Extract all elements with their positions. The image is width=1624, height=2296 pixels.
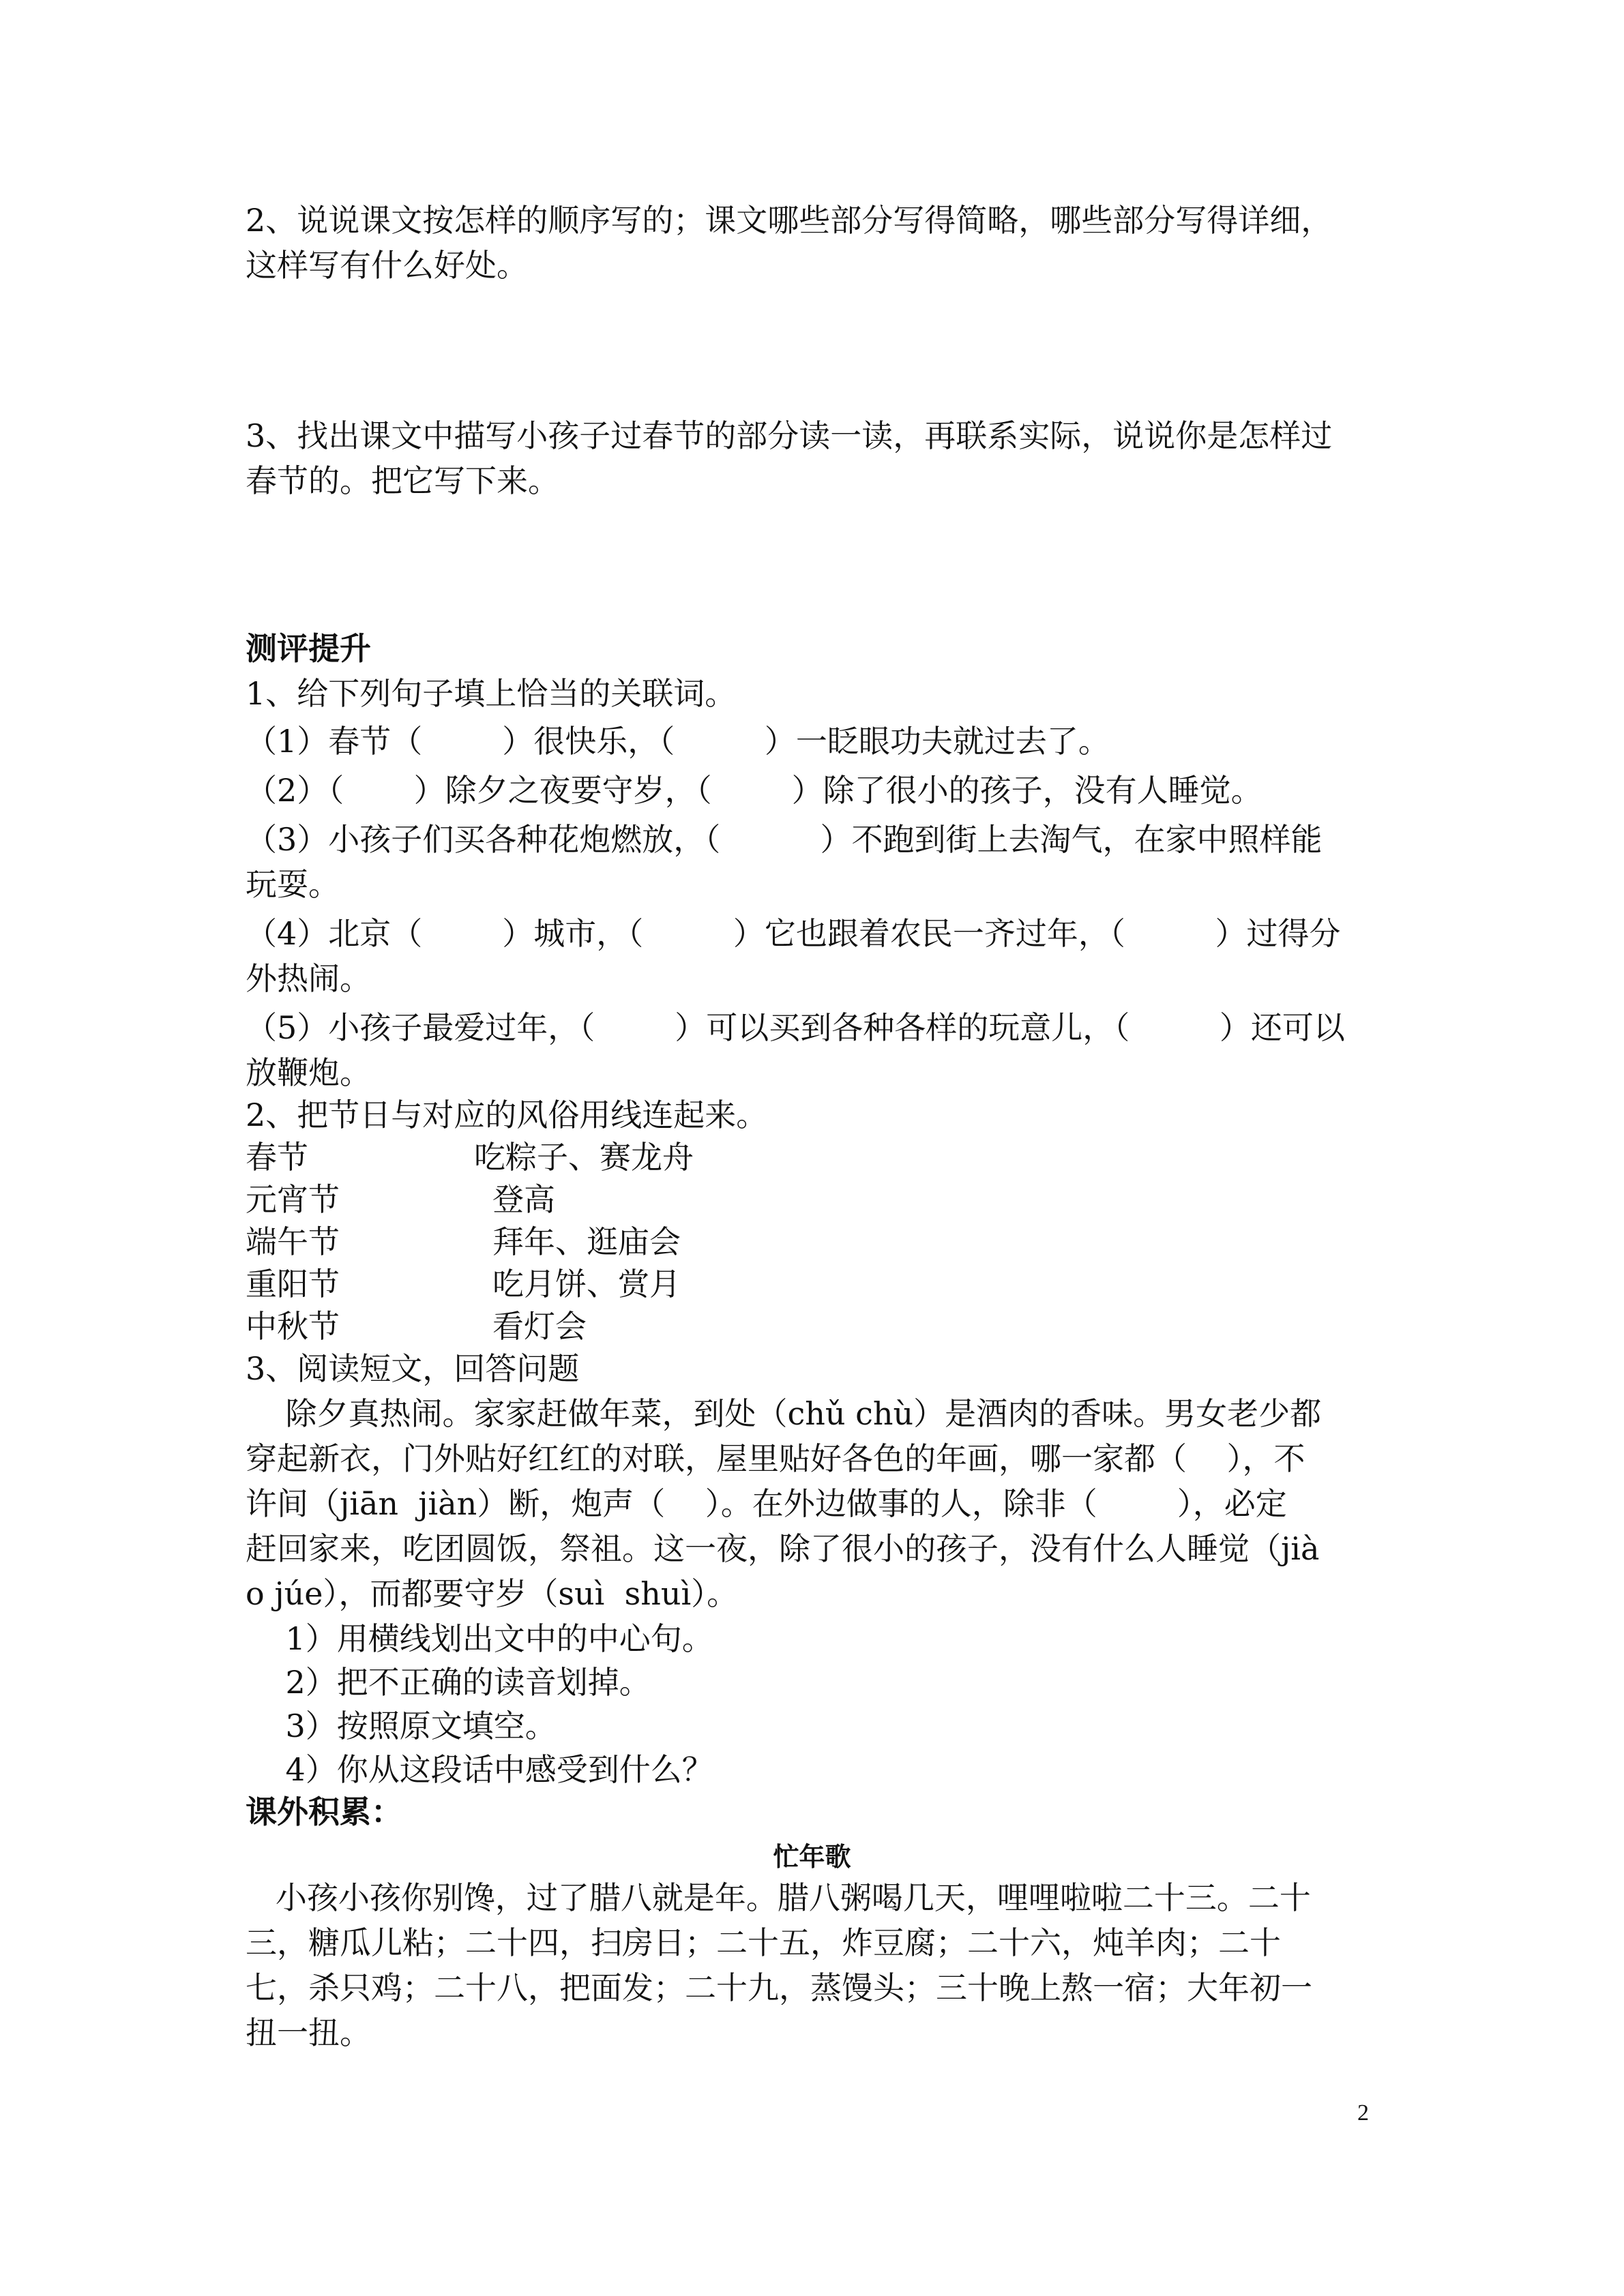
passage-line: 除夕真热闹。家家赶做年菜，到处（chǔ chù）是酒肉的香味。男女老少都 [246,1395,1322,1432]
ex1-item-2: （2）（ ）除夕之夜要守岁，（ ）除了很小的孩子，没有人睡觉。 [246,772,1263,809]
passage-line: 穿起新衣，门外贴好红红的对联，屋里贴好各色的年画，哪一家都（ ），不 [246,1440,1305,1477]
festival-name: 中秋节 [246,1308,340,1345]
question-item: 1）用横线划出文中的中心句。 [246,1620,713,1657]
ex1-item-3: （3）小孩子们买各种花炮燃放，（ ）不跑到街上去淘气，在家中照样能 [246,821,1323,858]
ex1-item-4: （4）北京（ ）城市，（ ）它也跟着农民一齐过年，（ ）过得分 [246,915,1341,952]
festival-custom: 登高 [492,1181,555,1218]
question-item: 2）把不正确的读音划掉。 [246,1664,651,1701]
ex1-title: 1、给下列句子填上恰当的关联词。 [246,675,737,712]
section-title: 测评提升 [246,630,371,667]
q3-line-2: 春节的。把它写下来。 [246,462,559,499]
ex3-title: 3、阅读短文，回答问题 [246,1350,580,1387]
festival-name: 元宵节 [246,1181,340,1218]
ex2-title: 2、把节日与对应的风俗用线连起来。 [246,1097,768,1133]
page-number: 2 [1357,2100,1369,2126]
festival-custom: 吃粽子、赛龙舟 [474,1139,694,1176]
festival-custom: 拜年、逛庙会 [492,1223,681,1260]
question-item: 3）按照原文填空。 [246,1708,557,1744]
festival-name: 春节 [246,1139,308,1176]
ex1-item-5-cont: 放鞭炮。 [246,1054,371,1091]
ex1-item-4-cont: 外热闹。 [246,960,371,997]
q3-line-1: 3、找出课文中描写小孩子过春节的部分读一读，再联系实际，说说你是怎样过 [246,417,1333,454]
festival-custom: 吃月饼、赏月 [492,1266,681,1302]
festival-custom: 看灯会 [492,1308,587,1345]
passage-line: 赶回家来，吃团圆饭，祭祖。这一夜，除了很小的孩子，没有什么人睡觉（jià [246,1530,1320,1567]
festival-name: 重阳节 [246,1266,340,1302]
ex1-item-1: （1）春节（ ）很快乐，（ ）一眨眼功夫就过去了。 [246,723,1110,760]
extra-title: 课外积累： [246,1793,402,1830]
passage-line: o júe），而都要守岁（suì shuì）。 [246,1575,739,1612]
poem-title: 忙年歌 [773,1842,851,1872]
poem-line: 三，糖瓜儿粘；二十四，扫房日；二十五，炸豆腐；二十六，炖羊肉；二十 [246,1924,1281,1961]
passage-line: 许间（jiān jiàn）断，炮声（ ）。在外边做事的人，除非（ ），必定 [246,1485,1287,1522]
ex1-item-5: （5）小孩子最爱过年，（ ）可以买到各种各样的玩意儿，（ ）还可以 [246,1009,1345,1046]
poem-line: 扭一扭。 [246,2014,371,2051]
ex1-item-3-cont: 玩耍。 [246,866,340,903]
festival-name: 端午节 [246,1223,340,1260]
poem-line: 七，杀只鸡；二十八，把面发；二十九，蒸馒头；三十晚上熬一宿；大年初一 [246,1969,1312,2006]
question-item: 4）你从这段话中感受到什么？ [246,1751,713,1788]
q2-line-2: 这样写有什么好处。 [246,247,528,284]
poem-line: 小孩小孩你别馋，过了腊八就是年。腊八粥喝几天，哩哩啦啦二十三。二十 [246,1879,1311,1916]
q2-line-1: 2、说说课文按怎样的顺序写的；课文哪些部分写得简略，哪些部分写得详细， [246,202,1333,239]
